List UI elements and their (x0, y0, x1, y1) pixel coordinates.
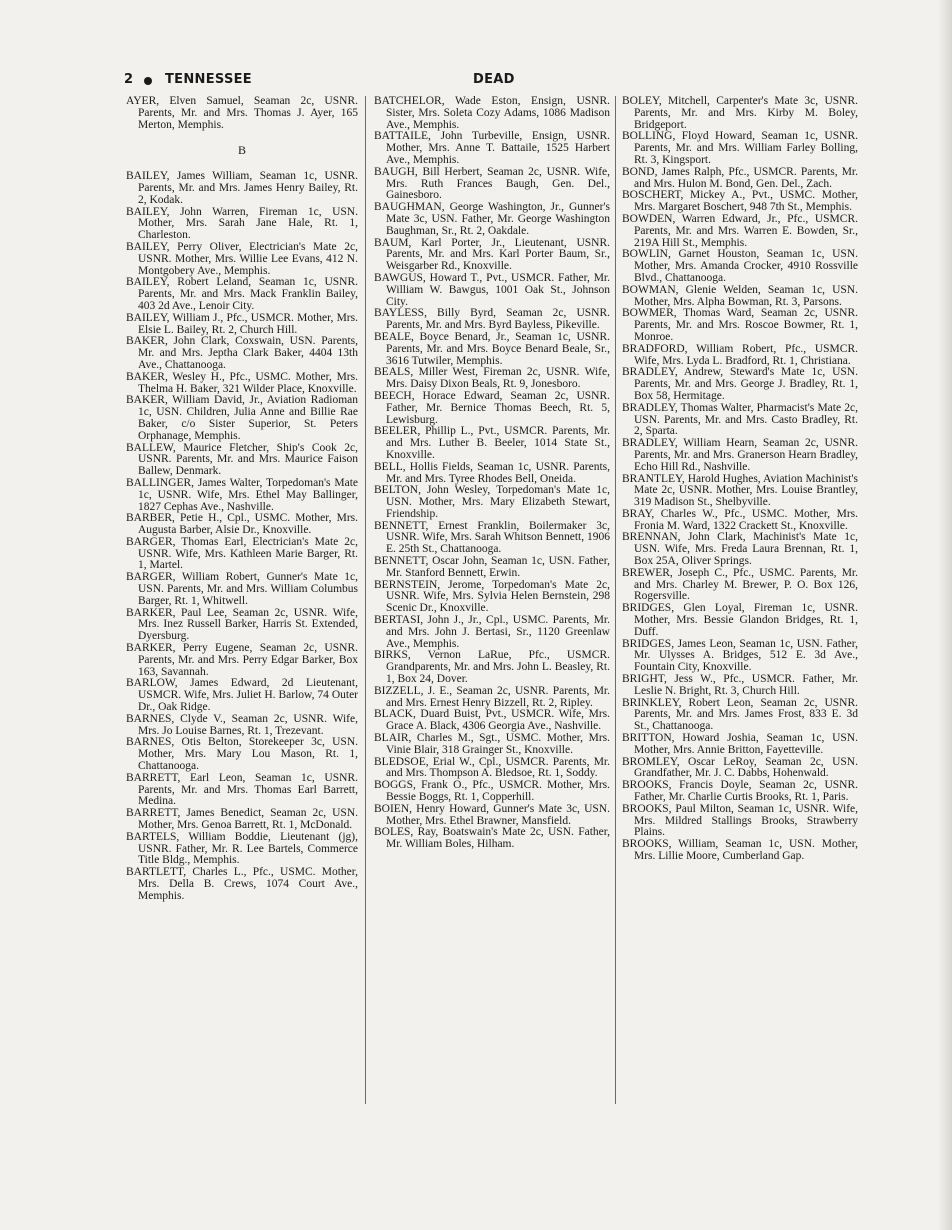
casualty-entry: BEALE, Boyce Benard, Jr., Seaman 1c, USNR. Parents, Mr. and Mrs. Boyce Benard Beale, Sr., 3616 Tutwiler, Memphis. (374, 330, 610, 367)
casualty-entry: BRAY, Charles W., Pfc., USMC. Mother, Mrs. Fronia M. Ward, 1322 Crackett St., Knoxville. (622, 507, 858, 532)
casualty-entry: BROMLEY, Oscar LeRoy, Seaman 2c, USN. Grandfather, Mr. J. C. Dabbs, Hohenwald. (622, 755, 858, 780)
casualty-entry: BENNETT, Oscar John, Seaman 1c, USN. Father, Mr. Stanford Bennett, Erwin. (374, 555, 610, 579)
casualty-entry: BARKER, Perry Eugene, Seaman 2c, USNR. Parents, Mr. and Mrs. Perry Edgar Barker, Box 163, Savannah. (126, 642, 358, 678)
text-column-2 (374, 96, 610, 851)
casualty-entry: BAILEY, John Warren, Fireman 1c, USN. Mother, Mrs. Sarah Jane Hale, Rt. 1, Charleston. (126, 205, 358, 242)
casualty-entry: BLACK, Duard Buist, Pvt., USMCR. Wife, Mrs. Grace A. Black, 4306 Georgia Ave., Nashville. (374, 708, 610, 733)
casualty-entry: BAWGUS, Howard T., Pvt., USMCR. Father, Mr. William W. Bawgus, 1001 Oak St., Johnson City. (374, 271, 610, 308)
casualty-entry: BAILEY, Perry Oliver, Electrician's Mate 2c, USNR. Mother, Mrs. Willie Lee Evans, 412 N. Montgobery Ave., Memphis. (126, 240, 358, 277)
casualty-entry: BREWER, Joseph C., Pfc., USMC. Parents, Mr. and Mrs. Charley M. Brewer, P. O. Box 126, Rogersville. (622, 566, 858, 603)
casualty-entry: BRADLEY, William Hearn, Seaman 2c, USNR. Parents, Mr. and Mrs. Granerson Hearn Bradley, Echo Hill Rd., Nashville. (622, 437, 858, 473)
casualty-entry: BARRETT, Earl Leon, Seaman 1c, USNR. Parents, Mr. and Mrs. Thomas Earl Barrett, Medina. (126, 771, 358, 808)
casualty-entry: BAILEY, James William, Seaman 1c, USNR. Parents, Mr. and Mrs. James Henry Bailey, Rt. 2, Kodak. (126, 170, 358, 206)
casualty-entry: BEALS, Miller West, Fireman 2c, USNR. Wife, Mrs. Daisy Dixon Beals, Rt. 9, Jonesboro. (374, 366, 610, 391)
casualty-entry: BENNETT, Ernest Franklin, Boilermaker 3c, USNR. Wife, Mrs. Sarah Whitson Bennett, 1906 E. 25th St., Chattanooga. (374, 519, 610, 556)
casualty-entry: BAKER, William David, Jr., Aviation Radioman 1c, USN. Children, Julia Anne and Billie Rae Baker, c/o Sister Superior, St. Peters Orphanage, Memphis. (126, 394, 358, 442)
casualty-entry: BRIGHT, Jess W., Pfc., USMCR. Father, Mr. Leslie N. Bright, Rt. 3, Church Hill. (622, 673, 858, 697)
casualty-entry: BOLES, Ray, Boatswain's Mate 2c, USN. Father, Mr. William Boles, Hilham. (374, 826, 610, 851)
casualty-entry: BELL, Hollis Fields, Seaman 1c, USNR. Parents, Mr. and Mrs. Tyree Rhodes Bell, Oneida. (374, 460, 610, 485)
casualty-entry: BAILEY, Robert Leland, Seaman 1c, USNR. Parents, Mr. and Mrs. Mack Franklin Bailey, 403 2d Ave., Lenoir City. (126, 276, 358, 312)
casualty-entry: BARKER, Paul Lee, Seaman 2c, USNR. Wife, Mrs. Inez Russell Barker, Harris St. Extended, Dyersburg. (126, 606, 358, 643)
casualty-entry: BAUGHMAN, George Washington, Jr., Gunner's Mate 3c, USN. Father, Mr. George Washington Baughman, Sr., Rt. 2, Oakdale. (374, 201, 610, 237)
casualty-entry: BAUGH, Bill Herbert, Seaman 2c, USNR. Wife, Mrs. Ruth Frances Baugh, Gen. Del., Gainesboro. (374, 165, 610, 202)
casualty-entry: BOWMER, Thomas Ward, Seaman 2c, USNR. Parents, Mr. and Mrs. Roscoe Bowmer, Rt. 1, Monroe. (622, 307, 858, 343)
casualty-entry: BOWDEN, Warren Edward, Jr., Pfc., USMCR. Parents, Mr. and Mrs. Warren E. Bowden, Sr., 219A Hill St., Memphis. (622, 212, 858, 249)
casualty-entry: BOSCHERT, Mickey A., Pvt., USMC. Mother, Mrs. Margaret Boschert, 948 7th St., Memphis. (622, 189, 858, 214)
casualty-entry: BROOKS, Paul Milton, Seaman 1c, USNR. Wife, Mrs. Mildred Stallings Brooks, Strawberry Plains. (622, 802, 858, 839)
casualty-entry: BRINKLEY, Robert Leon, Seaman 2c, USNR. Parents, Mr. and Mrs. James Frost, 833 E. 3d St., Chattanooga. (622, 696, 858, 733)
casualty-entry: BRENNAN, John Clark, Machinist's Mate 1c, USN. Wife, Mrs. Freda Laura Brennan, Rt. 1, Box 25A, Oliver Springs. (622, 531, 858, 568)
casualty-entry: BLEDSOE, Erial W., Cpl., USMCR. Parents, Mr. and Mrs. Thompson A. Bledsoe, Rt. 1, Soddy. (374, 755, 610, 780)
casualty-entry: BAKER, John Clark, Coxswain, USN. Parents, Mr. and Mrs. Jeptha Clark Baker, 4404 13th Ave., Chattanooga. (126, 335, 358, 371)
casualty-entry: BLAIR, Charles M., Sgt., USMC. Mother, Mrs. Vinie Blair, 318 Grainger St., Knoxville. (374, 732, 610, 756)
casualty-entry: BERTASI, John J., Jr., Cpl., USMC. Parents, Mr. and Mrs. John J. Bertasi, Sr., 1120 Greenlaw Ave., Memphis. (374, 614, 610, 650)
casualty-entry: BARTELS, William Boddie, Lieutenant (jg), USNR. Father, Mr. R. Lee Bartels, Commerce Title Bldg., Memphis. (126, 830, 358, 867)
casualty-entry: BROOKS, Francis Doyle, Seaman 2c, USNR. Father, Mr. Charlie Curtis Brooks, Rt. 1, Paris. (622, 779, 858, 804)
casualty-entry: BATTAILE, John Turbeville, Ensign, USNR. Mother, Mrs. Anne T. Battaile, 1525 Harbert Ave., Memphis. (374, 130, 610, 166)
casualty-entry: BRITTON, Howard Joshia, Seaman 1c, USN. Mother, Mrs. Annie Britton, Fayetteville. (622, 732, 858, 756)
section-letter: B (237, 143, 246, 158)
casualty-entry: BIRKS, Vernon LaRue, Pfc., USMCR. Grandparents, Mr. and Mrs. John L. Beasley, Rt. 1, Box 24, Dover. (374, 649, 610, 686)
casualty-entry: BAYLESS, Billy Byrd, Seaman 2c, USNR. Parents, Mr. and Mrs. Byrd Bayless, Pikeville. (374, 307, 610, 332)
casualty-entry: BARNES, Otis Belton, Storekeeper 3c, USN. Mother, Mrs. Mary Lou Mason, Rt. 1, Chattanooga. (126, 736, 358, 773)
casualty-entry: BARNES, Clyde V., Seaman 2c, USNR. Wife, Mrs. Jo Louise Barnes, Rt. 1, Trezevant. (126, 712, 358, 737)
casualty-entry: BARRETT, James Benedict, Seaman 2c, USN. Mother, Mrs. Genoa Barrett, Rt. 1, McDonald. (126, 807, 358, 832)
casualty-entry: BOWMAN, Glenie Welden, Seaman 1c, USN. Mother, Mrs. Alpha Bowman, Rt. 3, Parsons. (622, 283, 858, 308)
casualty-entry: BRADFORD, William Robert, Pfc., USMCR. Wife, Mrs. Lyda L. Bradford, Rt. 1, Christiana. (622, 342, 858, 367)
casualty-entry: BEECH, Horace Edward, Seaman 2c, USNR. Father, Mr. Bernice Thomas Beech, Rt. 5, Lewisburg. (374, 389, 610, 426)
casualty-entry: BOND, James Ralph, Pfc., USMCR. Parents, Mr. and Mrs. Hulon M. Bond, Gen. Del., Zach. (622, 165, 858, 190)
casualty-entry: BRIDGES, Glen Loyal, Fireman 1c, USNR. Mother, Mrs. Bessie Glandon Bridges, Rt. 1, Duff. (622, 602, 858, 638)
text-column-3 (622, 96, 858, 863)
section-title: DEAD (473, 72, 515, 87)
casualty-entry: BARGER, William Robert, Gunner's Mate 1c, USN. Parents, Mr. and Mrs. William Columbus Barger, Rt. 1, Whitwell. (126, 571, 358, 607)
casualty-entry: BAUM, Karl Porter, Jr., Lieutenant, USNR. Parents, Mr. and Mrs. Karl Porter Baum, Sr., Weisgarber Rd., Knoxville. (374, 236, 610, 273)
casualty-entry: BOLEY, Mitchell, Carpenter's Mate 3c, USNR. Parents, Mr. and Mrs. Kirby M. Boley, Bridgeport. (622, 95, 858, 131)
casualty-entry: BEELER, Phillip L., Pvt., USMCR. Parents, Mr. and Mrs. Luther B. Beeler, 1014 State St., Knoxville. (374, 425, 610, 461)
column-divider (615, 96, 616, 1104)
casualty-entry: BOGGS, Frank O., Pfc., USMCR. Mother, Mrs. Bessie Boggs, Rt. 1, Copperhill. (374, 779, 610, 804)
casualty-entry: BARLOW, James Edward, 2d Lieutenant, USMCR. Wife, Mrs. Juliet H. Barlow, 74 Outer Dr., Oak Ridge. (126, 677, 358, 714)
casualty-entry: BAILEY, William J., Pfc., USMCR. Mother, Mrs. Elsie L. Bailey, Rt. 2, Church Hill. (126, 311, 358, 336)
casualty-entry: BRADLEY, Thomas Walter, Pharmacist's Mate 2c, USN. Parents, Mr. and Mrs. Casto Bradley, Rt. 2, Sparta. (622, 401, 858, 438)
page-header (124, 72, 764, 92)
casualty-entry: BELTON, John Wesley, Torpedoman's Mate 1c, USN. Mother, Mrs. Mary Elizabeth Stewart, Friendship. (374, 484, 610, 520)
casualty-entry: BRANTLEY, Harold Hughes, Aviation Machinist's Mate 2c, USNR. Mother, Mrs. Louise Brantley, 319 Madison St., Shelbyville. (622, 472, 858, 509)
casualty-entry: BALLEW, Maurice Fletcher, Ship's Cook 2c, USNR. Parents, Mr. and Mrs. Maurice Faison Ballew, Denmark. (126, 441, 358, 478)
casualty-entry: BOWLIN, Garnet Houston, Seaman 1c, USN. Mother, Mrs. Amanda Crocker, 4910 Rossville Blvd., Chattanooga. (622, 248, 858, 284)
bullet-icon (144, 77, 152, 85)
page-edge-shadow (938, 0, 952, 1230)
page-number: 2 (124, 72, 134, 87)
casualty-entry: BARBER, Petie H., Cpl., USMC. Mother, Mrs. Augusta Barber, Alsie Dr., Knoxville. (126, 512, 358, 537)
casualty-entry: BARGER, Thomas Earl, Electrician's Mate 2c, USNR. Wife, Mrs. Kathleen Marie Barger, Rt. 1, Martel. (126, 535, 358, 572)
text-column-1 (126, 96, 358, 903)
casualty-entry: BRADLEY, Andrew, Steward's Mate 1c, USN. Parents, Mr. and Mrs. George J. Bradley, Rt. 1, Box 58, Hermitage. (622, 366, 858, 402)
casualty-entry: BOIEN, Henry Howard, Gunner's Mate 3c, USN. Mother, Mrs. Ethel Brawner, Mansfield. (374, 802, 610, 827)
column-divider (365, 96, 366, 1104)
casualty-entry: BARTLETT, Charles L., Pfc., USMC. Mother, Mrs. Della B. Crews, 1074 Court Ave., Memphis. (126, 866, 358, 902)
casualty-entry: BOLLING, Floyd Howard, Seaman 1c, USNR. Parents, Mr. and Mrs. William Farley Bolling, Rt. 3, Kingsport. (622, 130, 858, 166)
casualty-entry: BIZZELL, J. E., Seaman 2c, USNR. Parents, Mr. and Mrs. Ernest Henry Bizzell, Rt. 2, Ripley. (374, 684, 610, 709)
casualty-entry: BERNSTEIN, Jerome, Torpedoman's Mate 2c, USNR. Wife, Mrs. Sylvia Helen Bernstein, 298 Scenic Dr., Knoxville. (374, 578, 610, 615)
casualty-entry: BRIDGES, James Leon, Seaman 1c, USN. Father, Mr. Ulysses A. Bridges, 512 E. 3d Ave., Fountain City, Knoxville. (622, 637, 858, 674)
casualty-entry: AYER, Elven Samuel, Seaman 2c, USNR. Parents, Mr. and Mrs. Thomas J. Ayer, 165 Merton, Memphis. (126, 95, 358, 131)
casualty-entry: BAKER, Wesley H., Pfc., USMC. Mother, Mrs. Thelma H. Baker, 321 Wilder Place, Knoxville. (126, 370, 358, 395)
casualty-entry: BATCHELOR, Wade Eston, Ensign, USNR. Sister, Mrs. Soleta Cozy Adams, 1086 Madison Ave., Memphis. (374, 95, 610, 131)
casualty-entry: BALLINGER, James Walter, Torpedoman's Mate 1c, USNR. Wife, Mrs. Ethel May Ballinger, 1827 Cephas Ave., Nashville. (126, 476, 358, 513)
state-heading: TENNESSEE (165, 72, 252, 87)
casualty-entry: BROOKS, William, Seaman 1c, USN. Mother, Mrs. Lillie Moore, Cumberland Gap. (622, 838, 858, 862)
